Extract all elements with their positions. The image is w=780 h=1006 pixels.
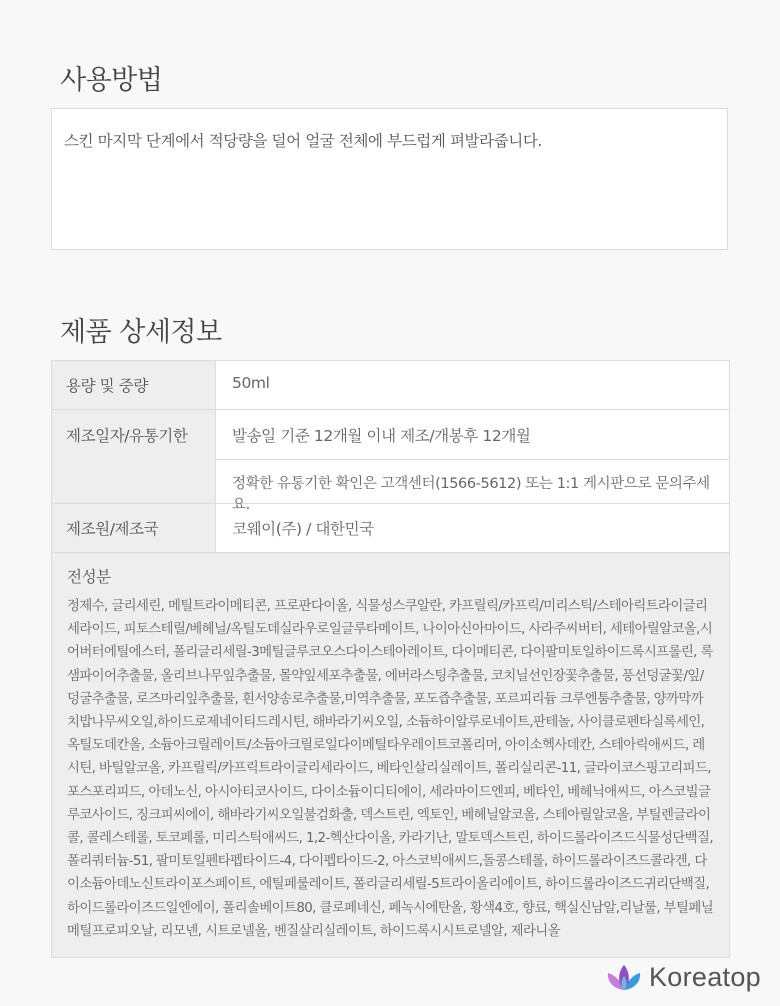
usage-section-title: 사용방법 [60, 65, 163, 96]
usage-description-box [51, 108, 728, 250]
manufacturer-label: 제조원/제조국 [52, 504, 216, 552]
expiry-label: 제조일자/유통기한 [52, 410, 216, 503]
ingredients-text: 정제수, 글리세린, 메틸트라이메티콘, 프로판다이올, 식물성스쿠알란, 카프릴릭/카프릭/미리스틱/스테아릭트라이글리세라이드, 피토스테릴/베헤닐/옥틸도데실라우로일글루타메이트, 나이아신아마이드, 사라주씨버터, 세테아릴알코올,시어버터에틸에스터, 폴리글리세릴-3메틸글루코오스다이스테아레이트, 다이메티콘, 다이팔미토일하이드록시프롤린, 록샘파이어추출물, 올리브나무잎추출물, 몰약잎세포추출물, 에버라스팅추출물, 코치닐선인장꽃추출물, 풍선덩굴꽃/잎/덩굴추출물, 로즈마리잎추출물, 흰서양송로추출물,미역추출물, 포도즙추출물, 포르피리듐 크루엔툼추출물, 양까막까치밥나무씨오일,하이드로제네이티드레시틴, 해바라기씨오일, 소듐하이알루로네이트,판테놀, 사이클로펜타실록세인,옥틸도데칸올, 소듐아크릴레이트/소듐아크릴로일다이메틸타우레이트코폴리머, 아이소헥사데칸, 스테아릭애씨드, 레시틴, 바틸알코올, 카프릴릭/카프릭트라이글리세라이드, 베타인살리실레이트, 폴리실리콘-11, 글라이코스핑고리피드, 포스포리피드, 아데노신, 아시아티코사이드, 다이소듐이디티에이, 세라마이드엔피, 베타인, 베헤닉애씨드, 아스코빌글루코사이드, 징크피씨에이, 해바라기씨오일불검화출, 덱스트린, 엑토인, 베헤닐알코올, 스테아릴알코올, 부틸렌글라이콜, 콜레스테롤, 토코페롤, 미리스틱애씨드, 1,2-헥산다이올, 카라기난, 말토덱스트린, 하이드롤라이즈드식물성단백질, 폴리쿼터늄-51, 팔미토일펜타펩타이드-4, 다이펩타이드-2, 아스코빅애씨드,돌콩스테롤, 하이드롤라이즈드콜라겐, 다이소듐아데노신트라이포스페이트, 에틸페룰레이트, 폴리글리세릴-5트라이올리에이트, 하이드롤라이즈드귀리단백질, 하이드롤라이즈드일엔에이, 폴리솔베이트80, 클로페네신, 페녹시에탄올, 황색4호, 향료, 핵실신남알,리날룰, 부틸페닐메틸프로피오날, 리모넨, 시트로넬올, 벤질살리실레이트, 하이드록시시트로넬알, 제라니올 [67, 599, 714, 939]
ingredients-block [52, 553, 729, 957]
lotus-logo-icon [605, 963, 643, 993]
detail-row-capacity [52, 361, 729, 410]
usage-description-text: 스킨 마지막 단계에서 적당량을 덜어 얼굴 전체에 부드럽게 펴발라줍니다. [64, 132, 542, 150]
product-details-table [51, 360, 730, 958]
expiry-value: 발송일 기준 12개월 이내 제조/개봉후 12개월 [232, 427, 531, 445]
expiry-note: 정확한 유통기한 확인은 고객센터(1566-5612) 또는 1:1 게시판으로 문의주세요. [216, 459, 729, 503]
detail-row-expiry [52, 410, 729, 513]
manufacturer-value: 코웨이(주) / 대한민국 [232, 520, 374, 538]
detail-row-manufacturer [52, 504, 729, 553]
capacity-label: 용량 및 중량 [52, 361, 216, 409]
brand-logo-text: Koreatop [649, 962, 761, 992]
capacity-value: 50ml [232, 374, 270, 392]
details-section-title: 제품 상세정보 [60, 317, 222, 348]
ingredients-label: 전성분 [67, 568, 111, 586]
brand-logo [605, 962, 761, 993]
